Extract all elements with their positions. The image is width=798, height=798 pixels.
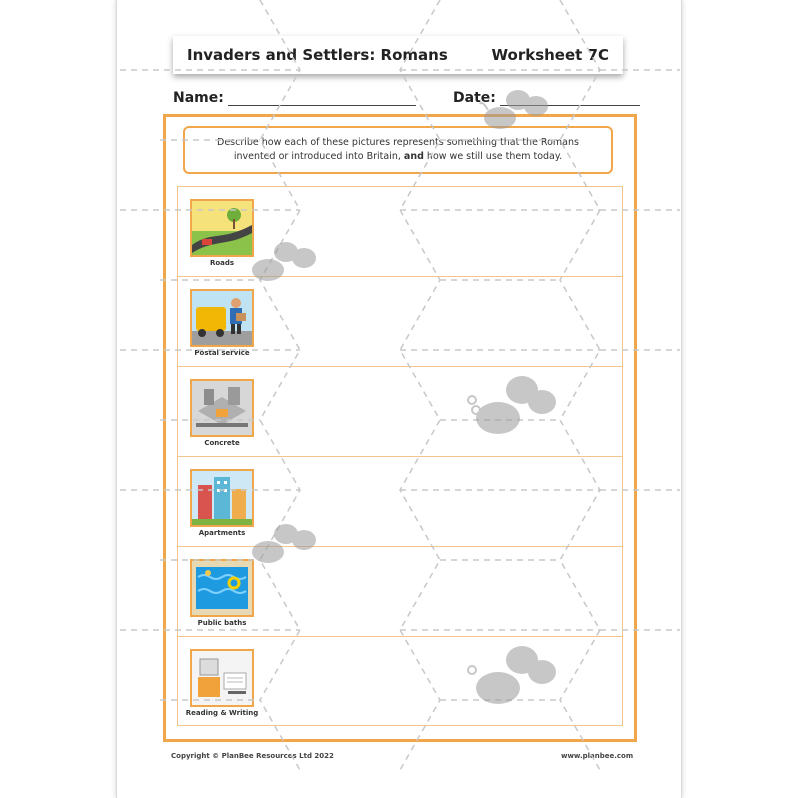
- bee-watermark-icon: [246, 518, 318, 578]
- bee-watermark-icon: [464, 370, 560, 450]
- swimming-pool-picture-icon: [190, 559, 254, 617]
- name-label: Name:: [173, 90, 224, 106]
- worksheet-page: [117, 0, 681, 798]
- item-label: Reading & Writing: [185, 709, 259, 717]
- item-label: Public baths: [197, 619, 247, 627]
- instructions-bold: and: [403, 151, 424, 162]
- concrete-construction-picture-icon: [190, 379, 254, 437]
- bee-watermark-icon: [464, 640, 560, 720]
- worksheet-number: Worksheet 7C: [491, 46, 609, 64]
- instructions-part2: how we still use them today.: [423, 151, 563, 162]
- bee-watermark-icon: [246, 236, 318, 296]
- road-picture-icon: [190, 199, 254, 257]
- worksheet-title: Invaders and Settlers: Romans: [187, 46, 448, 64]
- table-row[interactable]: [178, 547, 622, 637]
- copyright-text: Copyright © PlanBee Resources Ltd 2022: [171, 752, 334, 760]
- table-row[interactable]: [178, 187, 622, 277]
- postal-worker-picture-icon: [190, 289, 254, 347]
- instructions-part1: Describe how each of these pictures represents something that the Romans invented or introduced into Britain,: [217, 137, 579, 162]
- website-text: www.planbee.com: [561, 752, 634, 760]
- item-label: Postal service: [194, 349, 250, 357]
- name-line[interactable]: [228, 89, 416, 106]
- name-field[interactable]: [173, 84, 416, 106]
- title-bar: [173, 36, 623, 74]
- item-label: Roads: [209, 259, 235, 267]
- books-writing-picture-icon: [190, 649, 254, 707]
- apartment-buildings-picture-icon: [190, 469, 254, 527]
- bee-watermark-icon: [478, 84, 550, 144]
- date-label: Date:: [453, 90, 496, 106]
- item-label: Apartments: [198, 529, 246, 537]
- item-label: Concrete: [204, 439, 240, 447]
- table-row[interactable]: [178, 277, 622, 367]
- table-row[interactable]: [178, 457, 622, 547]
